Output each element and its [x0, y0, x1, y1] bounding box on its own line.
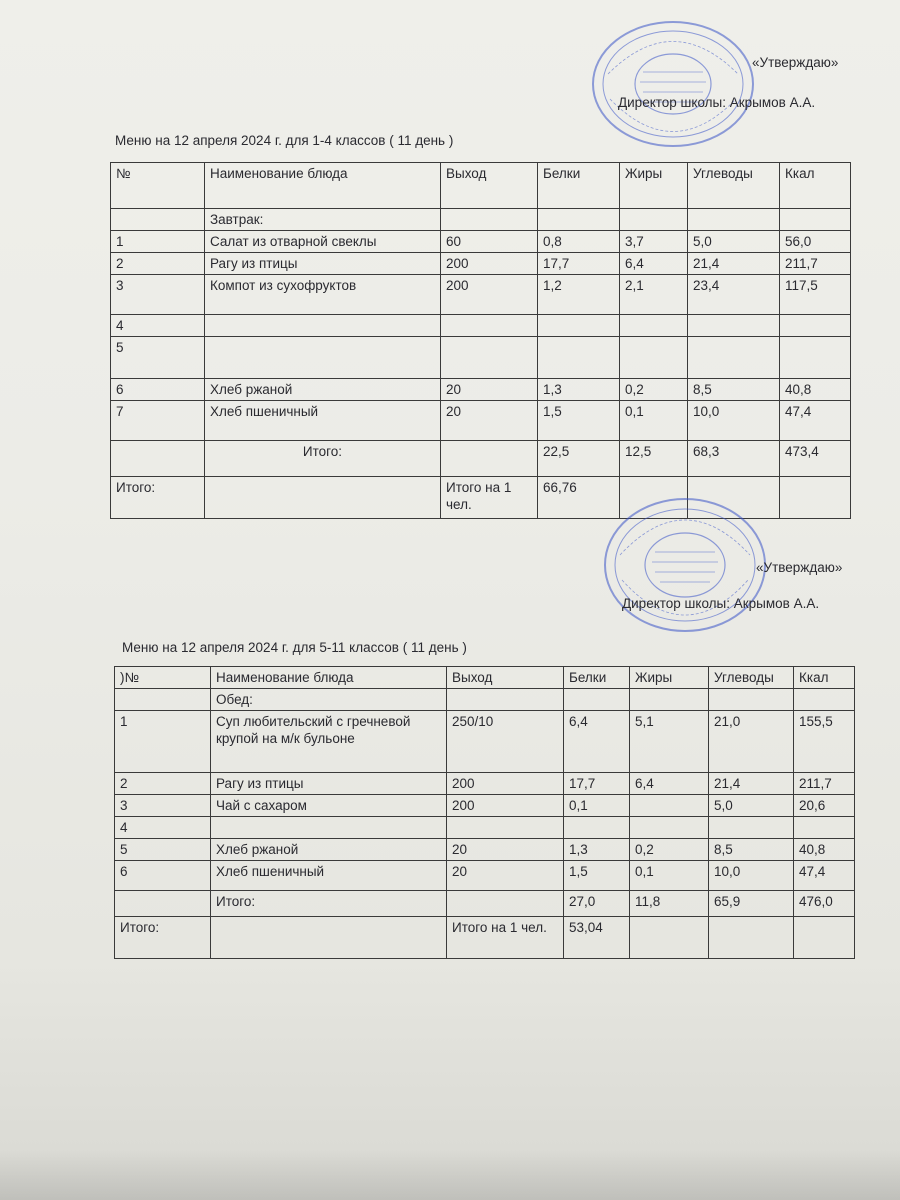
cell: 17,7: [538, 253, 620, 275]
cell: 200: [441, 253, 538, 275]
cell: 0,2: [630, 839, 709, 861]
approval-line-1: «Утверждаю»: [752, 55, 839, 70]
table-header-row: [115, 667, 855, 689]
section-label: Завтрак:: [205, 209, 441, 231]
table-row: [111, 253, 851, 275]
approval-line-2: Директор школы: Акрымов А.А.: [622, 596, 820, 611]
cell: Салат из отварной свеклы: [205, 231, 441, 253]
cell: Хлеб пшеничный: [205, 401, 441, 441]
footer-row: [115, 917, 855, 959]
cell: 5,1: [630, 711, 709, 773]
cell: 0,1: [630, 861, 709, 891]
per-person-value: 66,76: [538, 477, 620, 519]
cell: 21,0: [709, 711, 794, 773]
cell: 5: [111, 337, 205, 379]
table-row: [115, 773, 855, 795]
cell: 200: [447, 795, 564, 817]
table-row: [115, 861, 855, 891]
cell: 10,0: [709, 861, 794, 891]
total-cell: 65,9: [709, 891, 794, 917]
approval-line-2: Директор школы: Акрымов А.А.: [618, 95, 816, 110]
menu-table-2: [114, 666, 855, 959]
header-cell: Жиры: [620, 163, 688, 209]
cell: 211,7: [794, 773, 855, 795]
table-row: [111, 379, 851, 401]
cell: 20: [441, 401, 538, 441]
cell: 23,4: [688, 275, 780, 315]
cell: 1: [115, 711, 211, 773]
cell: 1,5: [564, 861, 630, 891]
official-stamp: [588, 14, 758, 154]
cell: Хлеб ржаной: [205, 379, 441, 401]
cell: 5: [115, 839, 211, 861]
total-cell: 22,5: [538, 441, 620, 477]
cell: 10,0: [688, 401, 780, 441]
cell: 56,0: [780, 231, 851, 253]
totals-label: Итого:: [205, 441, 441, 477]
cell: 2: [111, 253, 205, 275]
cell: 6: [111, 379, 205, 401]
menu-title-2: Меню на 12 апреля 2024 г. для 5-11 классов ( 11 день ): [122, 640, 467, 655]
cell: 1,3: [564, 839, 630, 861]
table-row: [115, 817, 855, 839]
table-row: [111, 315, 851, 337]
table-row: [115, 839, 855, 861]
cell: 4: [115, 817, 211, 839]
cell: 47,4: [780, 401, 851, 441]
table-row: [115, 795, 855, 817]
total-cell: 68,3: [688, 441, 780, 477]
total-cell: 11,8: [630, 891, 709, 917]
cell: 0,2: [620, 379, 688, 401]
cell: 4: [111, 315, 205, 337]
section-row: [115, 689, 855, 711]
cell: 40,8: [794, 839, 855, 861]
header-cell: Выход: [447, 667, 564, 689]
cell: 21,4: [709, 773, 794, 795]
header-cell: )№: [115, 667, 211, 689]
total-cell: 12,5: [620, 441, 688, 477]
cell: 6,4: [620, 253, 688, 275]
cell: Чай с сахаром: [211, 795, 447, 817]
total-cell: 473,4: [780, 441, 851, 477]
table-row: [111, 337, 851, 379]
cell: 6,4: [630, 773, 709, 795]
cell: 1: [111, 231, 205, 253]
cell: 117,5: [780, 275, 851, 315]
cell: Хлеб пшеничный: [211, 861, 447, 891]
cell: 8,5: [688, 379, 780, 401]
totals-label: Итого:: [211, 891, 447, 917]
cell: 5,0: [688, 231, 780, 253]
cell: 155,5: [794, 711, 855, 773]
cell: 6,4: [564, 711, 630, 773]
header-cell: Углеводы: [688, 163, 780, 209]
cell: 3,7: [620, 231, 688, 253]
cell: 3: [115, 795, 211, 817]
cell: 8,5: [709, 839, 794, 861]
per-person-label: Итого на 1 чел.: [447, 917, 564, 959]
table-row: [111, 401, 851, 441]
cell: Суп любительский с гречневой крупой на м/к бульоне: [211, 711, 447, 773]
header-cell: Ккал: [794, 667, 855, 689]
cell: 2,1: [620, 275, 688, 315]
header-cell: Углеводы: [709, 667, 794, 689]
footer-label: Итого:: [111, 477, 205, 519]
table-header-row: [111, 163, 851, 209]
header-cell: Наименование блюда: [205, 163, 441, 209]
section-label: Обед:: [211, 689, 447, 711]
section-row: [111, 209, 851, 231]
totals-row: [111, 441, 851, 477]
cell: [630, 795, 709, 817]
table-row: [115, 711, 855, 773]
cell: 60: [441, 231, 538, 253]
cell: 20: [447, 861, 564, 891]
cell: 3: [111, 275, 205, 315]
total-cell: 27,0: [564, 891, 630, 917]
per-person-value: 53,04: [564, 917, 630, 959]
menu-title-1: Меню на 12 апреля 2024 г. для 1-4 классов ( 11 день ): [115, 133, 454, 148]
cell: 1,3: [538, 379, 620, 401]
cell: 0,8: [538, 231, 620, 253]
cell: 20: [447, 839, 564, 861]
header-cell: Белки: [538, 163, 620, 209]
header-cell: Ккал: [780, 163, 851, 209]
cell: 6: [115, 861, 211, 891]
cell: 0,1: [620, 401, 688, 441]
table-row: [111, 275, 851, 315]
footer-label: Итого:: [115, 917, 211, 959]
cell: 21,4: [688, 253, 780, 275]
cell: 47,4: [794, 861, 855, 891]
cell: 200: [447, 773, 564, 795]
header-cell: Белки: [564, 667, 630, 689]
cell: Компот из сухофруктов: [205, 275, 441, 315]
cell: 5,0: [709, 795, 794, 817]
header-cell: Выход: [441, 163, 538, 209]
cell: Рагу из птицы: [211, 773, 447, 795]
cell: 20,6: [794, 795, 855, 817]
header-cell: Жиры: [630, 667, 709, 689]
cell: 7: [111, 401, 205, 441]
cell: 40,8: [780, 379, 851, 401]
cell: 1,5: [538, 401, 620, 441]
cell: Хлеб ржаной: [211, 839, 447, 861]
cell: 1,2: [538, 275, 620, 315]
header-cell: №: [111, 163, 205, 209]
cell: 250/10: [447, 711, 564, 773]
paper-shadow: [0, 1150, 900, 1200]
approval-line-1: «Утверждаю»: [756, 560, 843, 575]
cell: 20: [441, 379, 538, 401]
official-stamp: [600, 490, 770, 640]
per-person-label: Итого на 1 чел.: [441, 477, 538, 519]
menu-table-1: [110, 162, 851, 519]
cell: 2: [115, 773, 211, 795]
header-cell: Наименование блюда: [211, 667, 447, 689]
cell: 211,7: [780, 253, 851, 275]
cell: Рагу из птицы: [205, 253, 441, 275]
cell: 200: [441, 275, 538, 315]
totals-row: [115, 891, 855, 917]
cell: 0,1: [564, 795, 630, 817]
total-cell: 476,0: [794, 891, 855, 917]
table-row: [111, 231, 851, 253]
cell: 17,7: [564, 773, 630, 795]
